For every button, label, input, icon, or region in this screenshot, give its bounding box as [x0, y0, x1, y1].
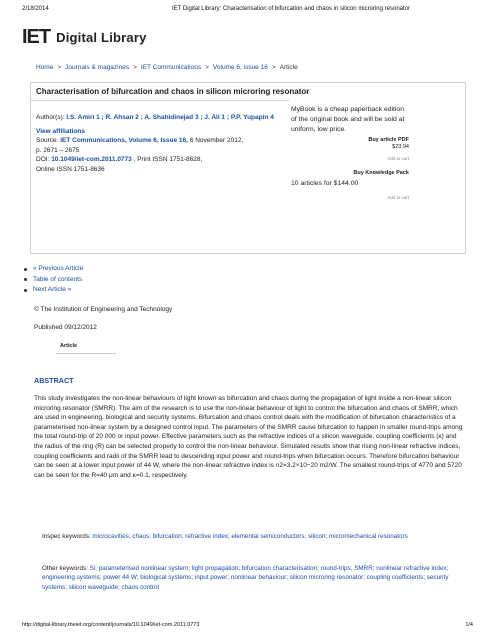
- list-item: [24, 264, 83, 275]
- article-navigation: [24, 264, 83, 296]
- other-keywords-links[interactable]: Si; parameterised nonlinear system; light propagation; bifurcation characterisation; round-trips; SMRR; nonlinear refractive index; engineering systems; power 44 W; biological systems; input power; nonlinear behaviour; silicon microring resonator; coupling coefficients; security systems; silicon waveguide; chaos control: [42, 565, 449, 591]
- print-header: [22, 6, 473, 16]
- copyright: © The Institution of Engineering and Technology: [34, 306, 173, 313]
- breadcrumb-home[interactable]: Home: [36, 64, 54, 71]
- abstract-text: This study investigates the non-linear behaviours of light known as bifurcation and chaos during the propagation of light inside a non-linear silicon microring resonator (SMRR). The aim of the research is to use the non-linear behaviour of light to control the bifurcation and chaos of SMRR, which are used in engineering, biological and security systems. Bifurcation and chaos control deals with the modification of bifurcation characteristics of a parameterised non-linear system by a designed control input. The parameters of the SMRR cause bifurcation to happen in smaller round-trips among the total round-trip of 20 000 or input power. Effective parameters such as the refractive indices of a silicon waveguide, coupling coefficients (κ) and the radius of the ring (R) can be selected properly to control the non-linear behaviour. Simulated results show that rising non-linear refractive indices, coupling coefficients and radii of the SMRR lead to descending input power and round-trips when bifurcation occurs. Therefore bifurcation behaviour can be seen at a lower input power of 44 W, where the non-linear refractive index is n2=3.2×10−20 m2/W. The smallest round-trips of 4770 and 5720 can be seen for the R=40 μm and κ=0.1, respectively.: [34, 395, 463, 479]
- content-tabs: [56, 340, 116, 354]
- breadcrumb-separator: >: [57, 64, 62, 71]
- source-link[interactable]: IET Communications, Volume 6, Issue 16,: [60, 137, 188, 144]
- buy-pack-label: Buy Knowledge Pack: [353, 170, 409, 176]
- breadcrumb-journal[interactable]: IET Communications: [140, 64, 202, 71]
- authors-prefix: Author(s):: [36, 114, 65, 121]
- breadcrumb-separator: >: [133, 64, 137, 71]
- article-header-box: [30, 82, 466, 254]
- source-prefix: Source:: [36, 137, 59, 144]
- doi-line: [36, 155, 291, 165]
- breadcrumb: [36, 64, 298, 71]
- bullet-icon: [24, 268, 27, 271]
- buy-article-price: $23.94: [392, 143, 409, 150]
- print-issn: , Print ISSN 1751-8628,: [131, 156, 203, 163]
- view-affiliations-link[interactable]: View affiliations: [36, 127, 86, 135]
- list-item: [24, 275, 83, 286]
- previous-article-link[interactable]: « Previous Article: [33, 265, 84, 272]
- tab-article[interactable]: Article: [60, 343, 78, 349]
- authors-links[interactable]: I.S. Amiri 1 ; R. Ahsan 2 ; A. Shahidinejad 3 ; J. Ali 1 ; P.P. Yupapin 4: [66, 114, 274, 121]
- breadcrumb-current: Article: [279, 64, 298, 71]
- breadcrumb-journals[interactable]: Journals & magazines: [65, 64, 130, 71]
- other-keywords: [42, 564, 462, 592]
- inspec-keywords-label: Inspec keywords:: [42, 533, 91, 540]
- bullet-icon: [24, 289, 27, 292]
- other-keywords-label: Other keywords:: [42, 565, 88, 572]
- buy-article: [291, 137, 409, 150]
- pages: p. 2671 – 2675: [36, 146, 80, 154]
- logo-mark: IET: [22, 25, 51, 48]
- buy-knowledge-pack: [291, 170, 409, 177]
- source-date: 6 November 2012,: [187, 137, 244, 144]
- article-title: Characterisation of bifurcation and chaos in silicon microring resonator: [36, 87, 310, 96]
- inspec-keywords-links[interactable]: microcavities; chaos; bifurcation; refractive index; elemental semiconductors; silicon; micromechanical resonators: [92, 533, 408, 540]
- iet-logo[interactable]: [22, 26, 147, 48]
- abstract-heading: ABSTRACT: [34, 376, 74, 385]
- next-article-link[interactable]: Next Article »: [33, 286, 72, 293]
- print-url: http://digital-library.theiet.org/content/journals/10.1049/iet-com.2011.0773: [22, 622, 200, 628]
- doi-link[interactable]: 10.1049/iet-com.2011.0773: [51, 156, 132, 163]
- table-of-contents-link[interactable]: Table of contents: [33, 275, 83, 283]
- mybook-text: MyBook is a cheap paperback edition of the original book and will be sold at uniform, low price.: [291, 106, 405, 133]
- add-to-cart-button[interactable]: Add to cart: [387, 156, 409, 161]
- add-to-cart-button[interactable]: Add to cart: [387, 194, 409, 200]
- breadcrumb-separator: >: [271, 64, 276, 71]
- print-page-title: IET Digital Library: Characterisation of bifurcation and chaos in silicon microring resonator: [172, 6, 410, 12]
- authors-line: [36, 113, 291, 123]
- buy-article-label: Buy article PDF: [368, 137, 409, 143]
- list-item: [24, 285, 83, 296]
- online-issn: Online ISSN 1751-8636: [36, 165, 105, 173]
- print-date: 2/18/2014: [22, 6, 49, 12]
- inspec-keywords: [42, 532, 462, 541]
- bullet-icon: [24, 278, 27, 281]
- buy-pack-detail: 10 articles for $144.00: [291, 179, 359, 187]
- print-footer: [22, 622, 473, 630]
- logo-text: Digital Library: [56, 29, 147, 45]
- purchase-panel: [291, 105, 409, 203]
- published-date: Published 09/12/2012: [34, 324, 97, 331]
- article-metadata: [36, 113, 291, 174]
- print-page-number: 1/4: [465, 622, 473, 628]
- breadcrumb-issue[interactable]: Volume 6, issue 16: [212, 64, 268, 71]
- doi-prefix: DOI:: [36, 156, 50, 163]
- title-divider: [31, 100, 289, 101]
- source-line: [36, 136, 291, 146]
- breadcrumb-separator: >: [205, 64, 209, 71]
